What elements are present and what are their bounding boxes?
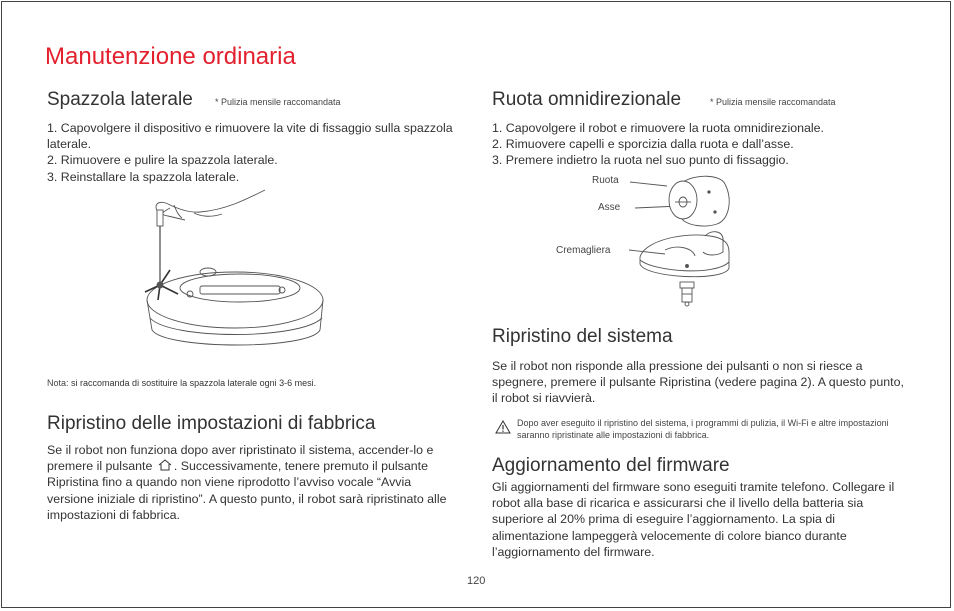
ripristino-text-before: Se il robot non funziona dopo aver ripristinato il sistema, accender-lo e premere il pulsante [47, 443, 434, 474]
label-cremagliera: Cremagliera [556, 245, 611, 256]
ruota-frequency: * Pulizia mensile raccomandata [710, 97, 836, 107]
note-text: si raccomanda di sostituire la spazzola laterale ogni 3-6 mesi. [71, 378, 317, 388]
ruota-step-2: 2. Rimuovere capelli e sporcizia dalla ruota e dall’asse. [492, 137, 794, 152]
ruota-step-1: 1. Capovolgere il robot e rimuovere la ruota omnidirezionale. [492, 121, 824, 135]
spazzola-note [47, 378, 316, 388]
spazzola-heading: Spazzola laterale [47, 89, 193, 110]
warning-icon [495, 420, 511, 434]
ruota-heading: Ruota omnidirezionale [492, 89, 682, 110]
ripristino-sistema-text: Se il robot non risponde alla pressione dei pulsanti o non si riesce a spegnere, premere il pulsante Ripristina (vedere pagina 2). A questo punto, il robot si riavvierà. [492, 359, 904, 406]
caution-text: Dopo aver eseguito il ripristino del sistema, i programmi di pulizia, il Wi-Fi e altre impostazioni saranno ripristinate alle impostazioni di fabbrica. [517, 418, 889, 440]
firmware-heading: Aggiornamento del firmware [492, 455, 730, 476]
page-title: Manutenzione ordinaria [45, 43, 296, 70]
firmware-text: Gli aggiornamenti del firmware sono eseguiti tramite telefono. Collegare il robot alla base di ricarica e assicurarsi che il livello della batteria sia superiore al 20% prima di eseguire l’aggiornamento. La spia di alimentazione lampeggerà velocemente di colore bianco durante l’aggiornamento del firmware. [492, 480, 895, 559]
side-brush-illustration [130, 190, 340, 370]
ripristino-fabbrica-heading: Ripristino delle impostazioni di fabbrica [47, 413, 376, 434]
ripristino-fabbrica-text [47, 442, 459, 523]
omni-wheel-illustration [625, 172, 745, 307]
ripristino-sistema-heading: Ripristino del sistema [492, 326, 673, 347]
spazzola-frequency: * Pulizia mensile raccomandata [215, 97, 341, 107]
ruota-step-3: 3. Premere indietro la ruota nel suo punto di fissaggio. [492, 153, 789, 168]
spazzola-step-2: 2. Rimuovere e pulire la spazzola laterale. [47, 153, 278, 168]
home-icon [158, 459, 172, 471]
ripristino-text-after: . Successivamente, tenere premuto il pulsante Ripristina fino a quando non viene riprodotto l’avviso vocale “Avvia versione iniziale di ripristino”. A questo punto, il robot sarà ripristinato alle impostazioni di fabbrica. [47, 459, 447, 522]
label-ruota: Ruota [592, 175, 619, 186]
note-label: Nota: [47, 378, 69, 388]
spazzola-step-1: 1. Capovolgere il dispositivo e rimuovere la vite di fissaggio sulla spazzola laterale. [47, 121, 453, 152]
page-number: 120 [467, 575, 486, 587]
label-asse: Asse [598, 202, 621, 213]
spazzola-steps [47, 120, 457, 185]
ruota-steps [492, 120, 912, 169]
spazzola-step-3: 3. Reinstallare la spazzola laterale. [47, 169, 240, 184]
